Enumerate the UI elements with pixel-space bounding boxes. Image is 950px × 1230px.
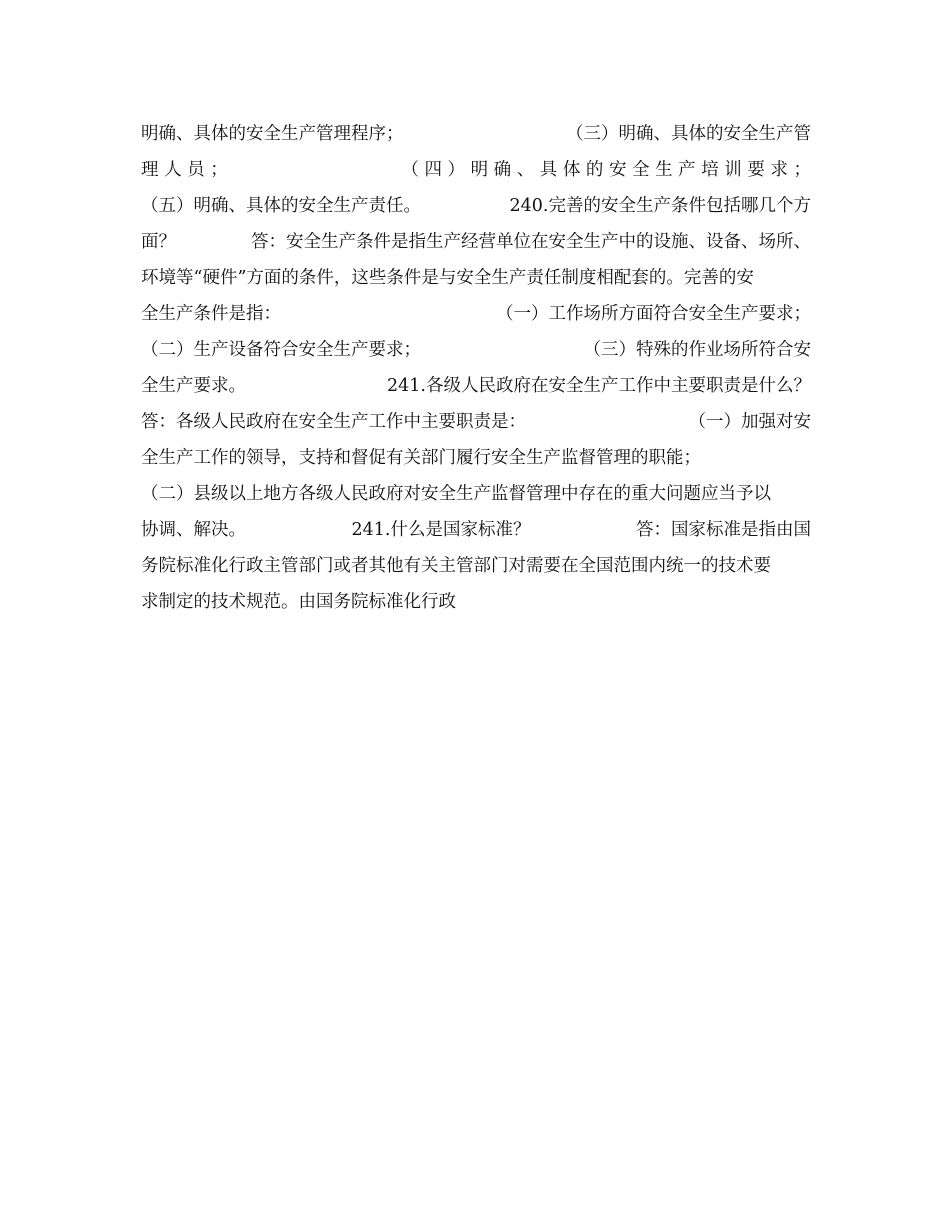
text-segment: 面？: [141, 232, 176, 252]
text-segment: 明确、具体的安全生产管理程序；: [141, 124, 404, 144]
text-line: [141, 296, 811, 332]
body-text: [141, 116, 811, 620]
text-segment: 务院标准化行政主管部门或者其他有关主管部门对需要在全国范围内统一的技术要: [141, 556, 771, 576]
text-line: [141, 152, 811, 188]
text-segment: （二）生产设备符合安全生产要求；: [141, 340, 421, 360]
text-segment: 环境等“硬件”方面的条件，这些条件是与安全生产责任制度相配套的。完善的安: [141, 268, 754, 288]
text-segment: 全生产工作的领导，支持和督促有关部门履行安全生产监督管理的职能；: [141, 448, 701, 468]
text-line: [141, 404, 811, 440]
text-segment: 240.完善的安全生产条件包括哪几个方: [509, 196, 811, 216]
text-segment: 全生产条件是指：: [141, 304, 281, 324]
text-line: [141, 116, 811, 152]
text-line: [141, 332, 811, 368]
text-segment: （二）县级以上地方各级人民政府对安全生产监督管理中存在的重大问题应当予以: [141, 484, 771, 504]
text-segment: （一）加强对安: [688, 412, 811, 432]
text-segment: 求制定的技术规范。由国务院标准化行政: [141, 592, 456, 612]
text-segment: 答：各级人民政府在安全生产工作中主要职责是：: [141, 412, 526, 432]
text-segment: 241.什么是国家标准？: [351, 520, 531, 540]
text-segment: （三）明确、具体的安全生产管: [566, 124, 811, 144]
text-segment: 理 人 员 ；: [141, 160, 228, 180]
text-line: [141, 548, 811, 584]
text-line: [141, 260, 811, 296]
text-line: [141, 512, 811, 548]
text-segment: 答：安全生产条件是指生产经营单位在安全生产中的设施、设备、场所、: [251, 232, 811, 252]
text-segment: （ 四 ） 明 确 、 具 体 的 安 全 生 产 培 训 要 求 ；: [401, 160, 811, 180]
text-line: [141, 440, 811, 476]
text-segment: （五）明确、具体的安全生产责任。: [141, 196, 421, 216]
text-segment: 全生产要求。: [141, 376, 246, 396]
text-line: [141, 224, 811, 260]
text-line: [141, 584, 811, 620]
text-segment: （一）工作场所方面符合安全生产要求；: [496, 304, 811, 324]
text-segment: （三）特殊的作业场所符合安: [583, 340, 811, 360]
text-segment: 协调、解决。: [141, 520, 246, 540]
text-line: [141, 188, 811, 224]
text-line: [141, 476, 811, 512]
text-segment: 答：国家标准是指由国: [636, 520, 811, 540]
text-line: [141, 368, 811, 404]
text-segment: 241.各级人民政府在安全生产工作中主要职责是什么？: [387, 376, 811, 396]
